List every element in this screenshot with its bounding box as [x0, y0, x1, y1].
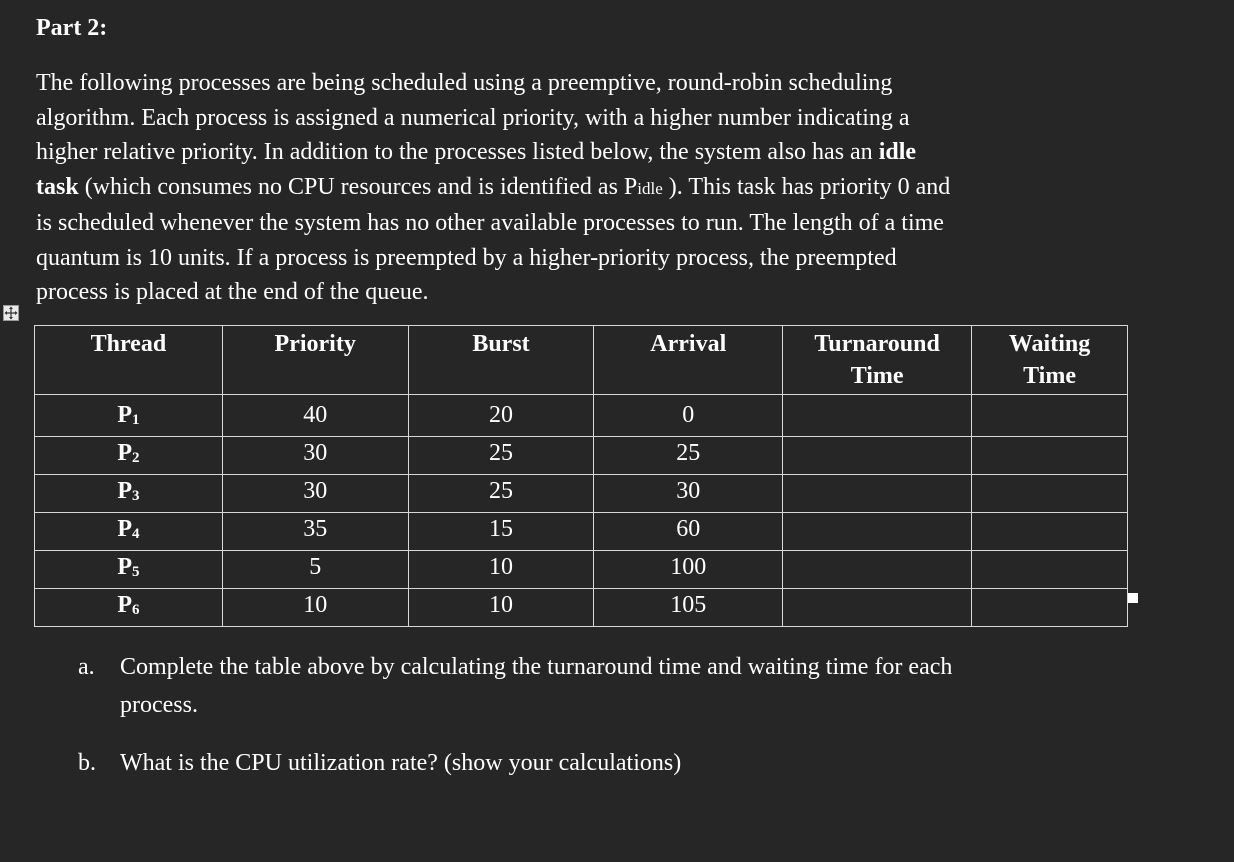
waiting-cell[interactable] [972, 437, 1128, 475]
question-list [78, 648, 952, 782]
column-header: Turnaround Time [783, 326, 972, 395]
column-header: Waiting Time [972, 326, 1128, 395]
priority-cell: 5 [222, 551, 408, 589]
table-row [35, 395, 1128, 437]
resize-handle-icon[interactable] [1128, 593, 1138, 603]
intro-line: higher relative priority. In addition to the processes listed below, the system also has an idle [36, 139, 917, 165]
intro-line: is scheduled whenever the system has no other available processes to run. The length of a time [36, 210, 944, 236]
table-row [35, 513, 1128, 551]
process-table [34, 325, 1128, 627]
table-row [35, 475, 1128, 513]
column-header: Thread [35, 326, 223, 395]
waiting-cell[interactable] [972, 589, 1128, 627]
question-text: Complete the table above by calculating the turnaround time and waiting time for each [120, 654, 953, 680]
question-item [78, 744, 952, 782]
intro-paragraph [36, 66, 1136, 310]
arrival-cell: 0 [594, 395, 783, 437]
intro-line: process is placed at the end of the queue. [36, 279, 429, 305]
intro-line: The following processes are being scheduled using a preemptive, round-robin scheduling [36, 70, 893, 96]
table-header-row [35, 326, 1128, 395]
priority-cell: 35 [222, 513, 408, 551]
turnaround-cell[interactable] [783, 513, 972, 551]
burst-cell: 10 [408, 551, 594, 589]
thread-cell: $P_4$ [35, 513, 223, 551]
burst-cell: 15 [408, 513, 594, 551]
burst-cell: 20 [408, 395, 594, 437]
priority-cell: 30 [222, 475, 408, 513]
intro-line: algorithm. Each process is assigned a numerical priority, with a higher number indicating a [36, 104, 910, 131]
move-arrows-icon[interactable] [3, 305, 19, 321]
question-marker: b. [78, 750, 96, 776]
question-text: What is the CPU utilization rate? (show your calculations) [120, 750, 682, 776]
arrival-cell: 100 [594, 551, 783, 589]
priority-cell: 10 [222, 589, 408, 627]
question-marker: a. [78, 654, 95, 680]
burst-cell: 25 [408, 437, 594, 475]
waiting-cell[interactable] [972, 395, 1128, 437]
burst-cell: 10 [408, 589, 594, 627]
arrival-cell: 60 [594, 513, 783, 551]
thread-cell: $P_1$ [35, 395, 223, 437]
arrival-cell: 105 [594, 589, 783, 627]
arrival-cell: 25 [594, 437, 783, 475]
arrival-cell: 30 [594, 475, 783, 513]
intro-line: task (which consumes no CPU resources and is identified as Pidle ). This task has priority 0 and [36, 173, 951, 200]
thread-cell: $P_6$ [35, 589, 223, 627]
column-header: Burst [408, 326, 594, 395]
priority-cell: 40 [222, 395, 408, 437]
column-header: Priority [222, 326, 408, 395]
table-row [35, 589, 1128, 627]
turnaround-cell[interactable] [783, 551, 972, 589]
column-header: Arrival [594, 326, 783, 395]
question-text: process. [120, 692, 198, 718]
turnaround-cell[interactable] [783, 395, 972, 437]
thread-cell: $P_2$ [35, 437, 223, 475]
waiting-cell[interactable] [972, 513, 1128, 551]
waiting-cell[interactable] [972, 475, 1128, 513]
turnaround-cell[interactable] [783, 475, 972, 513]
burst-cell: 25 [408, 475, 594, 513]
idle-subscript: idle [637, 178, 663, 198]
turnaround-cell[interactable] [783, 437, 972, 475]
turnaround-cell[interactable] [783, 589, 972, 627]
table-row [35, 437, 1128, 475]
waiting-cell[interactable] [972, 551, 1128, 589]
thread-cell: $P_5$ [35, 551, 223, 589]
question-item [78, 648, 952, 724]
priority-cell: 30 [222, 437, 408, 475]
thread-cell: $P_3$ [35, 475, 223, 513]
intro-line: quantum is 10 units. If a process is preempted by a higher-priority process, the preempted [36, 244, 897, 271]
bold-task-word: task [36, 173, 79, 200]
bold-idle-word: idle [878, 139, 917, 165]
table-row [35, 551, 1128, 589]
section-heading: Part 2: [36, 15, 108, 41]
